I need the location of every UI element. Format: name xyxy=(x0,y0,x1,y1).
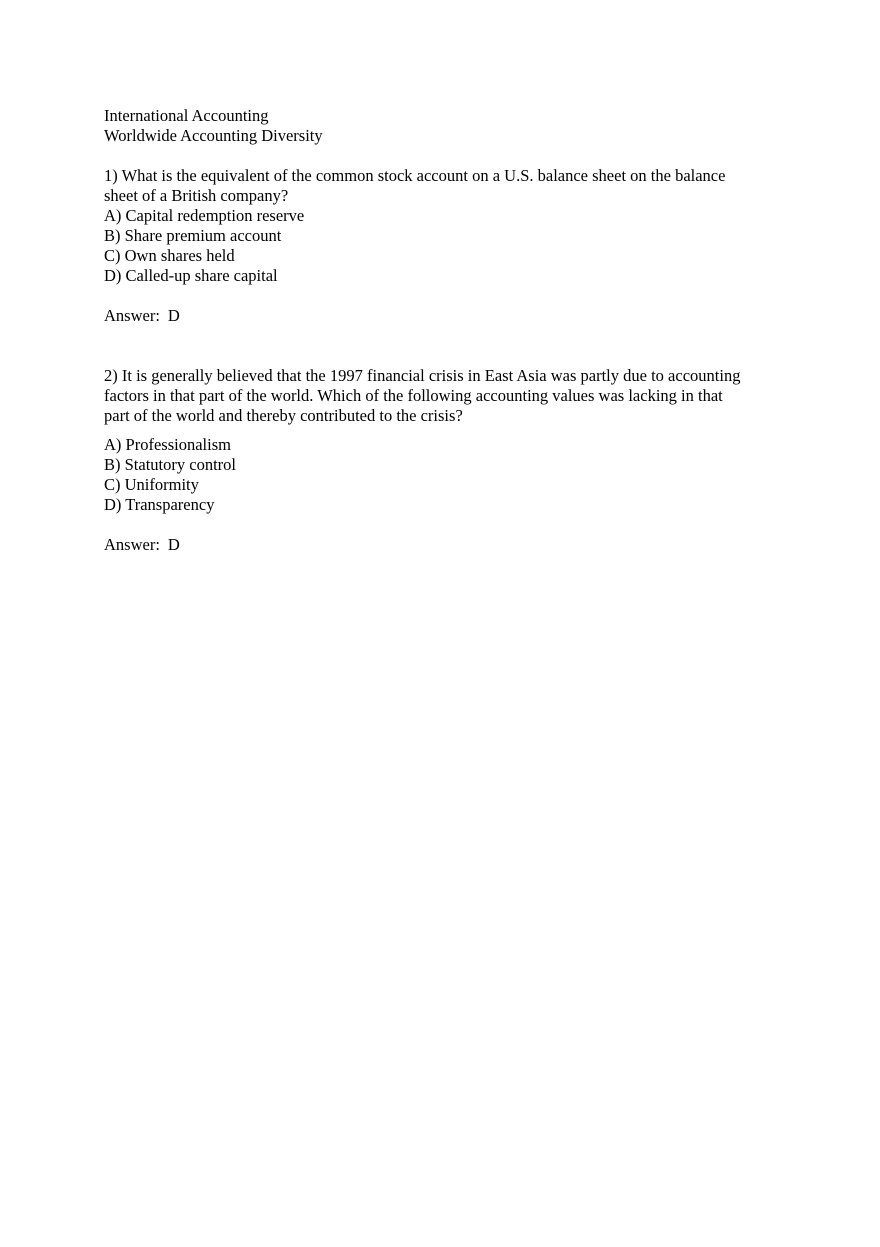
answer-value: D xyxy=(167,306,180,325)
answer-label: Answer: xyxy=(104,306,160,325)
question-2-text-line: 2) It is generally believed that the 1997 financial crisis in East Asia was partly due to accounting xyxy=(104,366,741,385)
chapter-title: Worldwide Accounting Diversity xyxy=(104,126,323,145)
question-1-option-a: A) Capital redemption reserve xyxy=(104,206,305,225)
question-2-option-b: B) Statutory control xyxy=(104,455,236,474)
question-2-answer xyxy=(104,535,784,555)
document-page xyxy=(104,106,784,555)
course-title: International Accounting xyxy=(104,106,269,125)
question-2-text xyxy=(104,366,784,426)
question-1-options xyxy=(104,206,784,286)
answer-value: D xyxy=(167,535,180,554)
question-1-option-b: B) Share premium account xyxy=(104,226,282,245)
question-1 xyxy=(104,166,784,326)
question-1-text-line: sheet of a British company? xyxy=(104,186,289,205)
question-2-option-d: D) Transparency xyxy=(104,495,215,514)
question-1-text xyxy=(104,166,784,206)
question-2 xyxy=(104,366,784,555)
question-2-text-line: factors in that part of the world. Which of the following accounting values was lacking in that xyxy=(104,386,723,405)
question-2-option-c: C) Uniformity xyxy=(104,475,199,494)
question-2-options xyxy=(104,435,784,515)
question-1-answer xyxy=(104,306,784,326)
question-2-text-line: part of the world and thereby contributed to the crisis? xyxy=(104,406,463,425)
document-header xyxy=(104,106,784,146)
question-1-option-d: D) Called-up share capital xyxy=(104,266,278,285)
question-1-text-line: 1) What is the equivalent of the common stock account on a U.S. balance sheet on the balance xyxy=(104,166,726,185)
answer-label: Answer: xyxy=(104,535,160,554)
question-1-option-c: C) Own shares held xyxy=(104,246,235,265)
question-2-option-a: A) Professionalism xyxy=(104,435,231,454)
